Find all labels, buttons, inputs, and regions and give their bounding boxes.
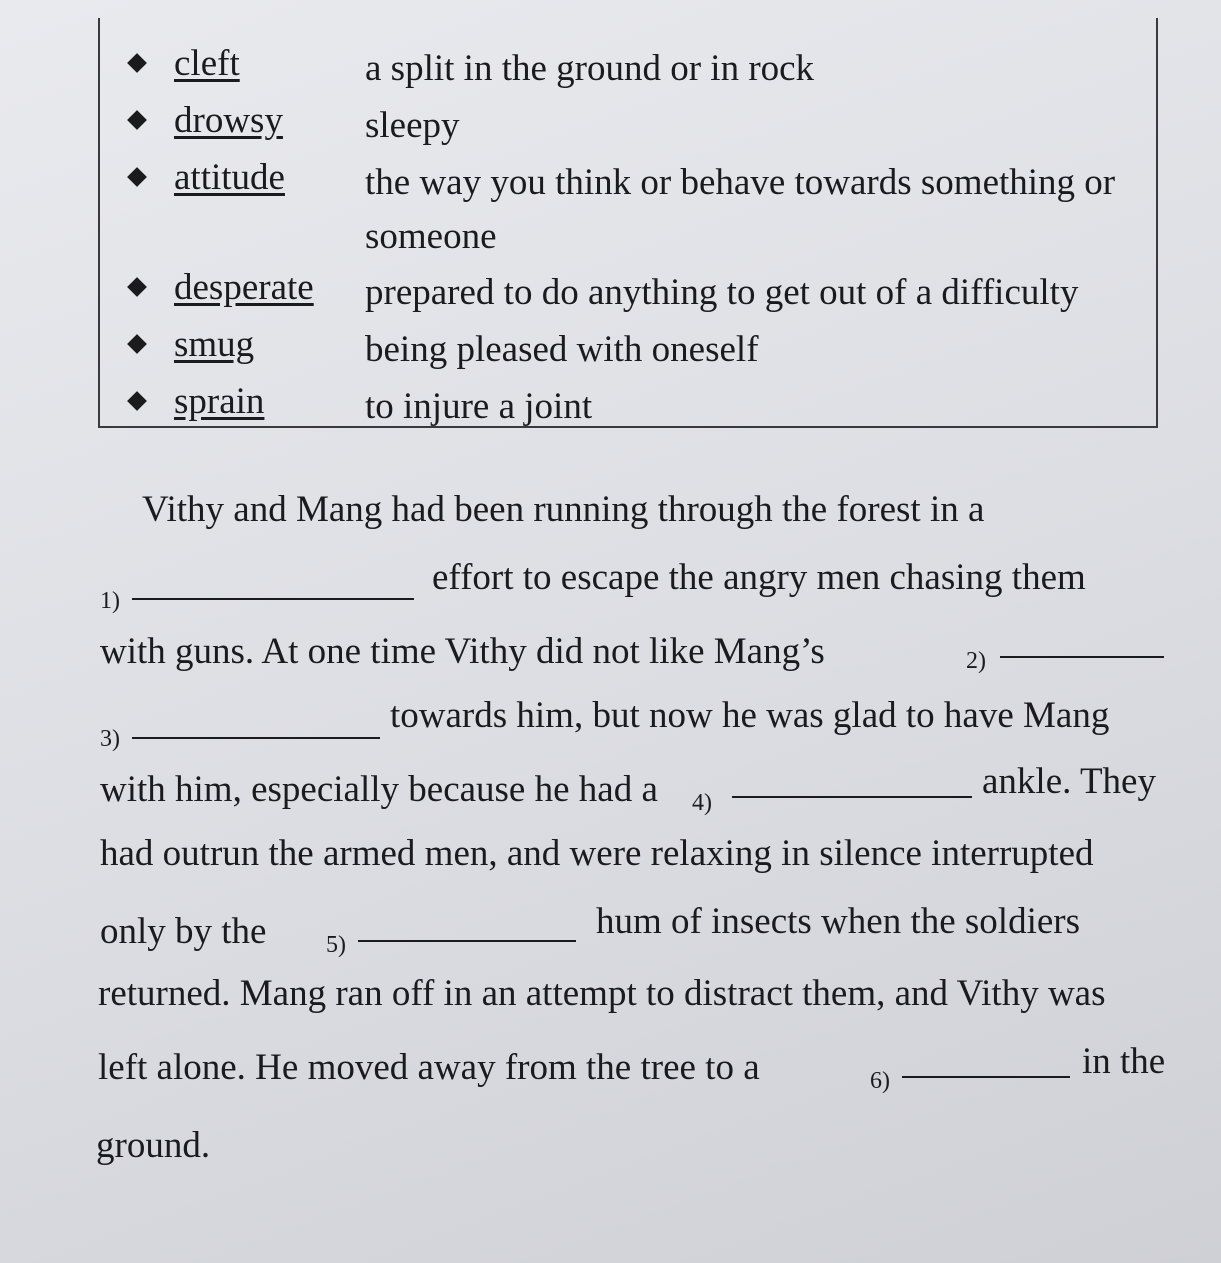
- passage-text: returned. Mang ran off in an attempt to distract them, and Vithy was: [98, 973, 1106, 1014]
- vocab-definition: to injure a joint: [365, 386, 593, 427]
- passage-line: [100, 910, 266, 953]
- diamond-bullet-icon: [127, 391, 147, 411]
- passage-line: [142, 488, 1162, 531]
- answer-blank-5[interactable]: [358, 940, 576, 942]
- blank-number: 2): [966, 648, 986, 674]
- answer-blank-3[interactable]: [132, 737, 380, 739]
- passage-line: [390, 694, 1109, 737]
- diamond-bullet-icon: [127, 167, 147, 187]
- answer-blank-6[interactable]: [902, 1076, 1070, 1078]
- passage-text: with guns. At one time Vithy did not like Mang’s: [100, 631, 825, 672]
- passage-text: effort to escape the angry men chasing them: [432, 557, 1086, 598]
- passage-line: [1082, 1040, 1165, 1083]
- passage-text: only by the: [100, 911, 267, 952]
- blank-number: 5): [326, 932, 346, 958]
- passage-text: hum of insects when the soldiers: [596, 901, 1080, 942]
- passage-text: in the: [1082, 1041, 1166, 1082]
- vocab-item: [100, 317, 1156, 373]
- passage-text: left alone. He moved away from the tree to a: [98, 1047, 760, 1088]
- passage-line: [96, 1124, 210, 1167]
- passage-text: ankle. They: [982, 761, 1156, 802]
- passage-line: [100, 832, 1094, 875]
- diamond-bullet-icon: [127, 53, 147, 73]
- vocab-definition: the way you think or behave towards something or someone: [365, 162, 1116, 257]
- passage-line: [596, 900, 1080, 943]
- passage-text: Vithy and Mang had been running through the forest in a: [142, 489, 985, 530]
- diamond-bullet-icon: [127, 277, 147, 297]
- blank-number: 3): [100, 726, 120, 752]
- vocabulary-box: [98, 18, 1158, 428]
- blank-number: 6): [870, 1068, 890, 1094]
- blank-number: 4): [692, 790, 712, 816]
- passage-text: ground.: [96, 1125, 211, 1166]
- vocab-definition: a split in the ground or in rock: [365, 48, 815, 89]
- diamond-bullet-icon: [127, 110, 147, 130]
- vocab-item: [100, 36, 1156, 92]
- diamond-bullet-icon: [127, 334, 147, 354]
- answer-blank-1[interactable]: [132, 598, 414, 600]
- vocab-definition: being pleased with oneself: [365, 329, 759, 370]
- passage-line: [98, 972, 1106, 1015]
- vocab-item: [100, 150, 1156, 260]
- vocab-definition: prepared to do anything to get out of a difficulty: [365, 272, 1079, 313]
- vocab-item: [100, 93, 1156, 149]
- passage-line: [100, 630, 825, 673]
- passage-text: towards him, but now he was glad to have Mang: [390, 695, 1110, 736]
- passage-text: had outrun the armed men, and were relaxing in silence interrupted: [100, 833, 1094, 874]
- passage-line: [100, 768, 658, 811]
- vocab-word: desperate: [174, 267, 314, 308]
- answer-blank-2[interactable]: [1000, 656, 1164, 658]
- vocab-word: attitude: [174, 157, 285, 198]
- vocab-word: cleft: [174, 43, 240, 84]
- vocab-definition: sleepy: [365, 105, 460, 146]
- blank-number: 1): [100, 588, 120, 614]
- passage-text: with him, especially because he had a: [100, 769, 658, 810]
- passage-line: [432, 556, 1086, 599]
- passage-line: [98, 1046, 760, 1089]
- vocab-word: smug: [174, 324, 255, 365]
- vocab-word: drowsy: [174, 100, 283, 141]
- vocab-item: [100, 374, 1156, 430]
- passage-line: [982, 760, 1156, 803]
- answer-blank-4[interactable]: [732, 796, 972, 798]
- vocab-item: [100, 260, 1156, 316]
- vocab-word: sprain: [174, 381, 265, 422]
